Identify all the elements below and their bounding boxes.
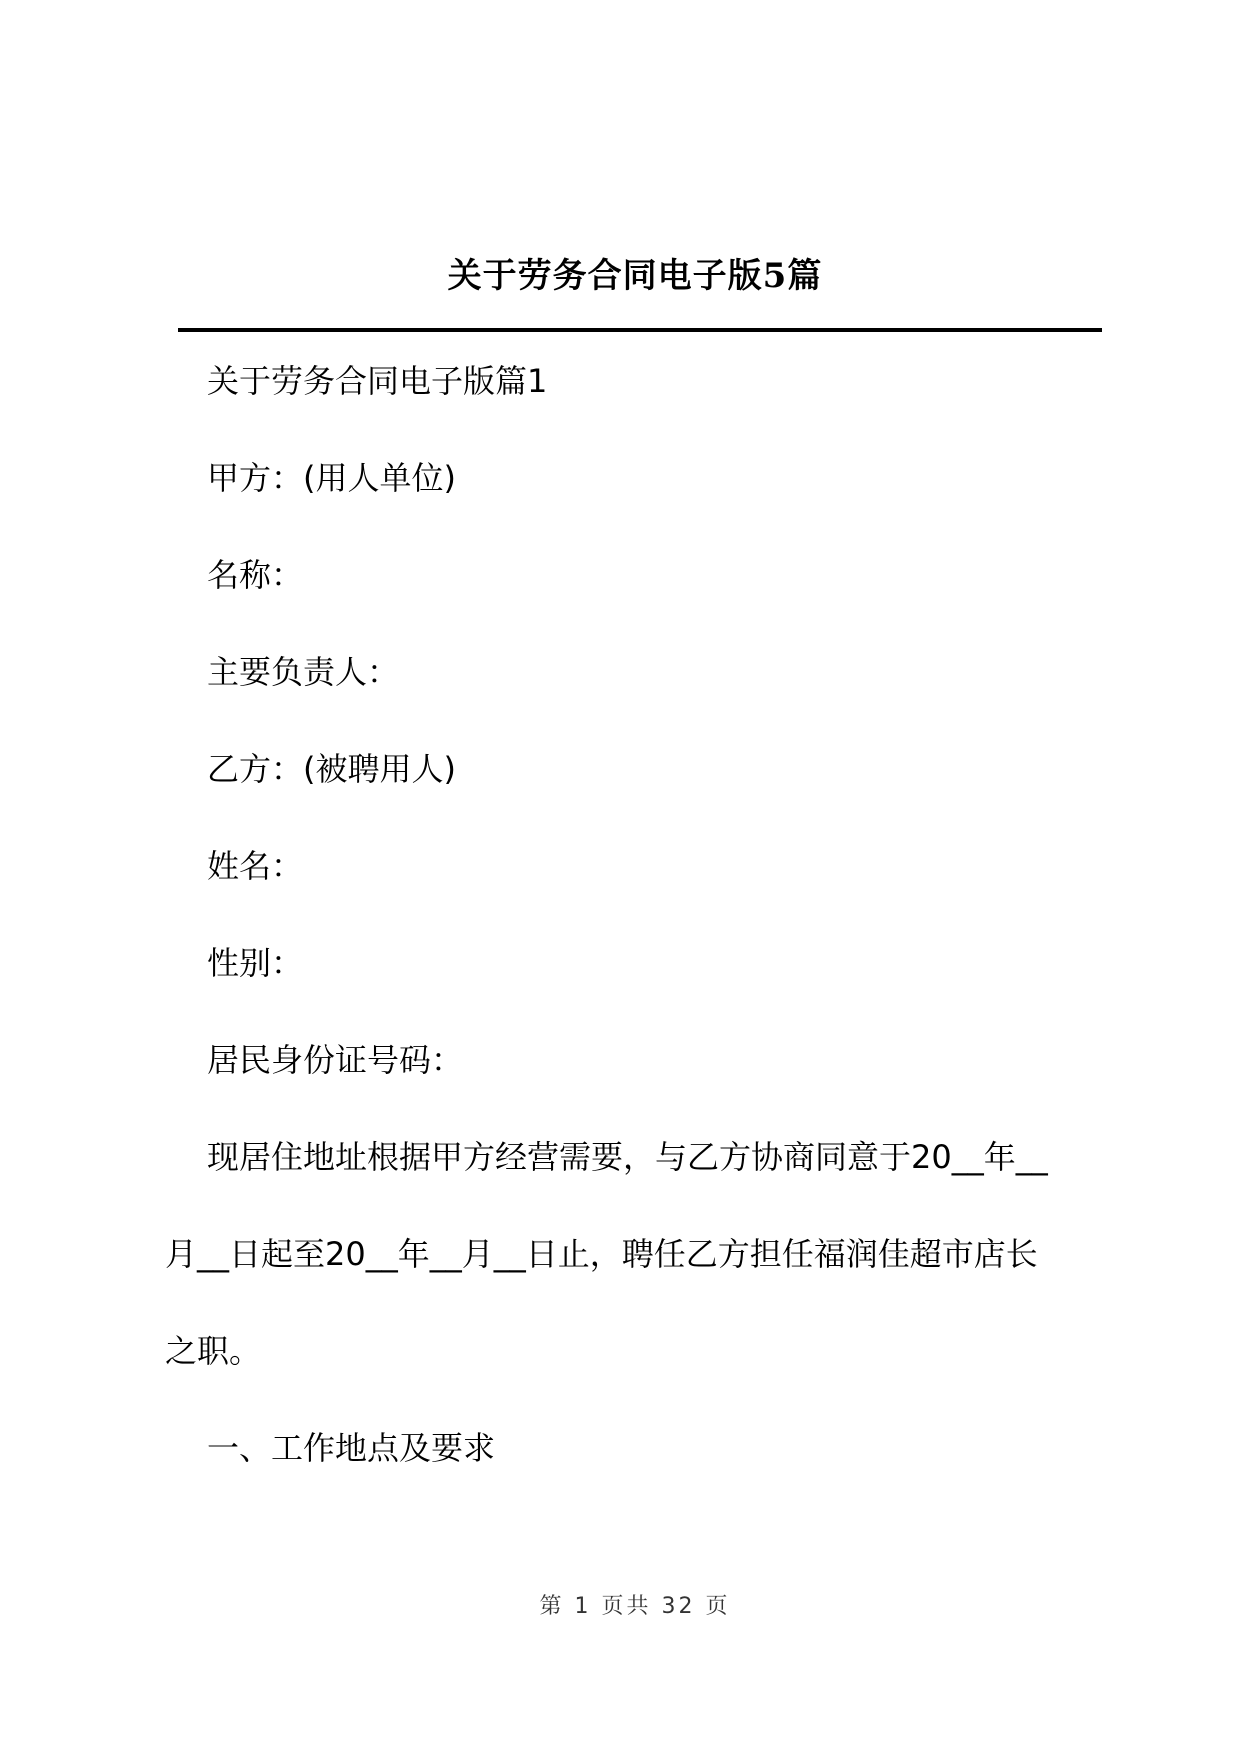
party-b-label: 乙方：(被聘用人) (207, 750, 456, 788)
party-a-label: 甲方：(用人单位) (207, 459, 456, 497)
clause-1-heading: 一、工作地点及要求 (207, 1429, 496, 1467)
gender-label: 性别： (207, 944, 304, 982)
name-label: 名称： (207, 556, 304, 594)
agreement-line-1: 现居住地址根据甲方经营需要，与乙方协商同意于20__年__ (207, 1138, 1048, 1176)
agreement-line-2: 月__日起至20__年__月__日止，聘任乙方担任福润佳超市店长 (165, 1235, 1038, 1273)
person-name-label: 姓名： (207, 847, 304, 885)
principal-label: 主要负责人： (207, 653, 400, 691)
section-heading: 关于劳务合同电子版篇1 (207, 362, 548, 400)
id-number-label: 居民身份证号码： (207, 1041, 464, 1079)
title-divider (178, 328, 1102, 332)
page-indicator: 第 1 页共 32 页 (539, 1594, 731, 1619)
agreement-line-3: 之职。 (165, 1332, 262, 1370)
document-title: 关于劳务合同电子版5篇 (447, 256, 823, 296)
